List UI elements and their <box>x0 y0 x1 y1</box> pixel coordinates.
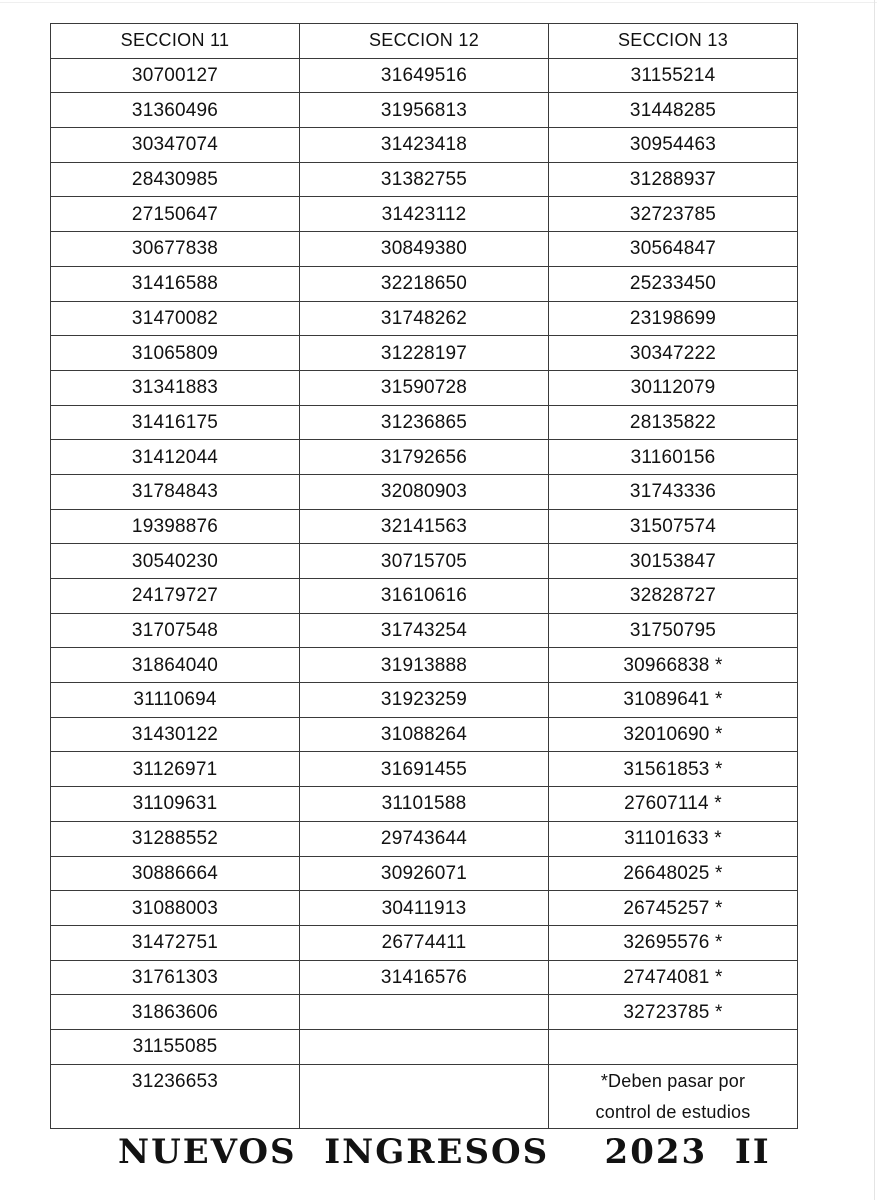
table-cell-seccion-11: 19398876 <box>51 509 300 544</box>
table-cell-seccion-12: 31691455 <box>300 752 549 787</box>
table-cell-seccion-12: 31423418 <box>300 128 549 163</box>
table-cell-seccion-11: 31761303 <box>51 960 300 995</box>
table-cell-seccion-11: 31470082 <box>51 301 300 336</box>
table-cell-seccion-11: 31109631 <box>51 787 300 822</box>
table-cell-seccion-12: 32080903 <box>300 474 549 509</box>
table-cell-seccion-12: 31382755 <box>300 162 549 197</box>
table-cell-seccion-11: 31416588 <box>51 266 300 301</box>
table-cell-seccion-11: 31065809 <box>51 336 300 371</box>
table-cell-seccion-12: 31416576 <box>300 960 549 995</box>
table-row <box>51 821 798 856</box>
table-cell-seccion-12 <box>300 995 549 1030</box>
page-edge-right <box>874 0 875 1200</box>
table-cell-seccion-11: 31412044 <box>51 440 300 475</box>
table-cell-seccion-11: 30540230 <box>51 544 300 579</box>
sections-table <box>50 23 798 1129</box>
table-cell-seccion-11: 24179727 <box>51 579 300 614</box>
table-row <box>51 960 798 995</box>
table-cell-seccion-12: 31101588 <box>300 787 549 822</box>
table-cell-seccion-12: 31913888 <box>300 648 549 683</box>
table-cell-seccion-11: 28430985 <box>51 162 300 197</box>
table-cell-seccion-11: 30347074 <box>51 128 300 163</box>
table-row <box>51 787 798 822</box>
table-cell-seccion-13: 31155214 <box>549 58 798 93</box>
header-seccion-11: SECCION 11 <box>51 24 300 59</box>
table-row <box>51 752 798 787</box>
table-cell-seccion-12 <box>300 1029 549 1064</box>
footer-title: NUEVOS INGRESOS 2023 II <box>118 1132 771 1172</box>
table-cell-seccion-11: 31341883 <box>51 370 300 405</box>
header-seccion-12: SECCION 12 <box>300 24 549 59</box>
table-row <box>51 891 798 926</box>
table-header-row <box>51 24 798 59</box>
table-row <box>51 683 798 718</box>
table-cell-seccion-12: 31956813 <box>300 93 549 128</box>
table-cell-seccion-13: 31448285 <box>549 93 798 128</box>
table-cell-seccion-13: 30954463 <box>549 128 798 163</box>
page-edge-top <box>0 2 877 3</box>
table-row <box>51 301 798 336</box>
table-cell-seccion-13: 31288937 <box>549 162 798 197</box>
table-row <box>51 197 798 232</box>
table-row <box>51 162 798 197</box>
table-row <box>51 336 798 371</box>
table-cell-seccion-12: 31088264 <box>300 717 549 752</box>
table-row <box>51 405 798 440</box>
table-cell-seccion-12: 31236865 <box>300 405 549 440</box>
footnote-line: control de estudios <box>595 1101 751 1122</box>
table-cell-seccion-13: 31101633 * <box>549 821 798 856</box>
table-cell-seccion-11: 30677838 <box>51 232 300 267</box>
table-cell-seccion-12: 30849380 <box>300 232 549 267</box>
table-cell-seccion-12: 31792656 <box>300 440 549 475</box>
table-cell-seccion-13: 23198699 <box>549 301 798 336</box>
table-cell-seccion-12: 31590728 <box>300 370 549 405</box>
table-cell-seccion-13: 31089641 * <box>549 683 798 718</box>
table-row <box>51 474 798 509</box>
table-row <box>51 1029 798 1064</box>
table-row <box>51 1064 798 1128</box>
table-cell-seccion-11: 31707548 <box>51 613 300 648</box>
table-cell-seccion-11: 31236653 <box>51 1064 300 1128</box>
table-cell-seccion-12: 32218650 <box>300 266 549 301</box>
table-cell-seccion-11: 31416175 <box>51 405 300 440</box>
table-row <box>51 128 798 163</box>
table-cell-seccion-13: 32723785 * <box>549 995 798 1030</box>
table-row <box>51 58 798 93</box>
table-cell-seccion-11: 31155085 <box>51 1029 300 1064</box>
table-row <box>51 93 798 128</box>
table-cell-seccion-13: 32695576 * <box>549 925 798 960</box>
table-cell-seccion-13: 31743336 <box>549 474 798 509</box>
table-cell-seccion-13: 30564847 <box>549 232 798 267</box>
table-row <box>51 440 798 475</box>
table-row <box>51 232 798 267</box>
table-cell-seccion-12: 32141563 <box>300 509 549 544</box>
table-cell-seccion-11: 30886664 <box>51 856 300 891</box>
table-row <box>51 544 798 579</box>
table-row <box>51 579 798 614</box>
table-cell-seccion-12: 30715705 <box>300 544 549 579</box>
table-cell-seccion-12: 31743254 <box>300 613 549 648</box>
table-cell-seccion-13: 26648025 * <box>549 856 798 891</box>
table-body <box>51 58 798 1128</box>
footnote-line: *Deben pasar por <box>600 1070 746 1091</box>
table-cell-seccion-13: 30347222 <box>549 336 798 371</box>
table-cell-seccion-12: 31748262 <box>300 301 549 336</box>
table-row <box>51 509 798 544</box>
table-cell-seccion-11: 31472751 <box>51 925 300 960</box>
table-cell-seccion-13: 31750795 <box>549 613 798 648</box>
table-cell-seccion-13: 31507574 <box>549 509 798 544</box>
table-cell-seccion-11: 31864040 <box>51 648 300 683</box>
table-cell-seccion-13: 27607114 * <box>549 787 798 822</box>
table-cell-seccion-12: 31228197 <box>300 336 549 371</box>
table-cell-seccion-13: 27474081 * <box>549 960 798 995</box>
table-cell-seccion-13: 30153847 <box>549 544 798 579</box>
table-cell-seccion-11: 31110694 <box>51 683 300 718</box>
table-cell-seccion-12: 29743644 <box>300 821 549 856</box>
table-cell-seccion-11: 31088003 <box>51 891 300 926</box>
table-cell-seccion-13: 32010690 * <box>549 717 798 752</box>
table-cell-seccion-13: 30112079 <box>549 370 798 405</box>
table-cell-seccion-12: 31423112 <box>300 197 549 232</box>
table-cell-seccion-13: 28135822 <box>549 405 798 440</box>
table-cell-seccion-11: 30700127 <box>51 58 300 93</box>
table-cell-seccion-13: 32723785 <box>549 197 798 232</box>
header-seccion-13: SECCION 13 <box>549 24 798 59</box>
table-row <box>51 856 798 891</box>
table-row <box>51 925 798 960</box>
table-cell-seccion-11: 31784843 <box>51 474 300 509</box>
table-cell-seccion-13: 31160156 <box>549 440 798 475</box>
table-cell-seccion-13: 31561853 * <box>549 752 798 787</box>
table-row <box>51 995 798 1030</box>
table-row <box>51 370 798 405</box>
table-cell-seccion-12 <box>300 1064 549 1128</box>
footnote-cell <box>549 1064 798 1128</box>
table-cell-seccion-12: 26774411 <box>300 925 549 960</box>
table-cell-seccion-12: 30926071 <box>300 856 549 891</box>
table-cell-seccion-11: 31863606 <box>51 995 300 1030</box>
table-cell-seccion-13: 25233450 <box>549 266 798 301</box>
table-cell-seccion-12: 31610616 <box>300 579 549 614</box>
table-cell-seccion-13 <box>549 1029 798 1064</box>
table-cell-seccion-13: 32828727 <box>549 579 798 614</box>
table-cell-seccion-12: 30411913 <box>300 891 549 926</box>
table-cell-seccion-11: 31430122 <box>51 717 300 752</box>
table-cell-seccion-11: 31360496 <box>51 93 300 128</box>
table-cell-seccion-12: 31923259 <box>300 683 549 718</box>
table-cell-seccion-12: 31649516 <box>300 58 549 93</box>
table-cell-seccion-13: 30966838 * <box>549 648 798 683</box>
table-cell-seccion-11: 27150647 <box>51 197 300 232</box>
table-cell-seccion-11: 31126971 <box>51 752 300 787</box>
table-cell-seccion-13: 26745257 * <box>549 891 798 926</box>
table-row <box>51 717 798 752</box>
table-row <box>51 613 798 648</box>
table-row <box>51 266 798 301</box>
table-row <box>51 648 798 683</box>
table-cell-seccion-11: 31288552 <box>51 821 300 856</box>
